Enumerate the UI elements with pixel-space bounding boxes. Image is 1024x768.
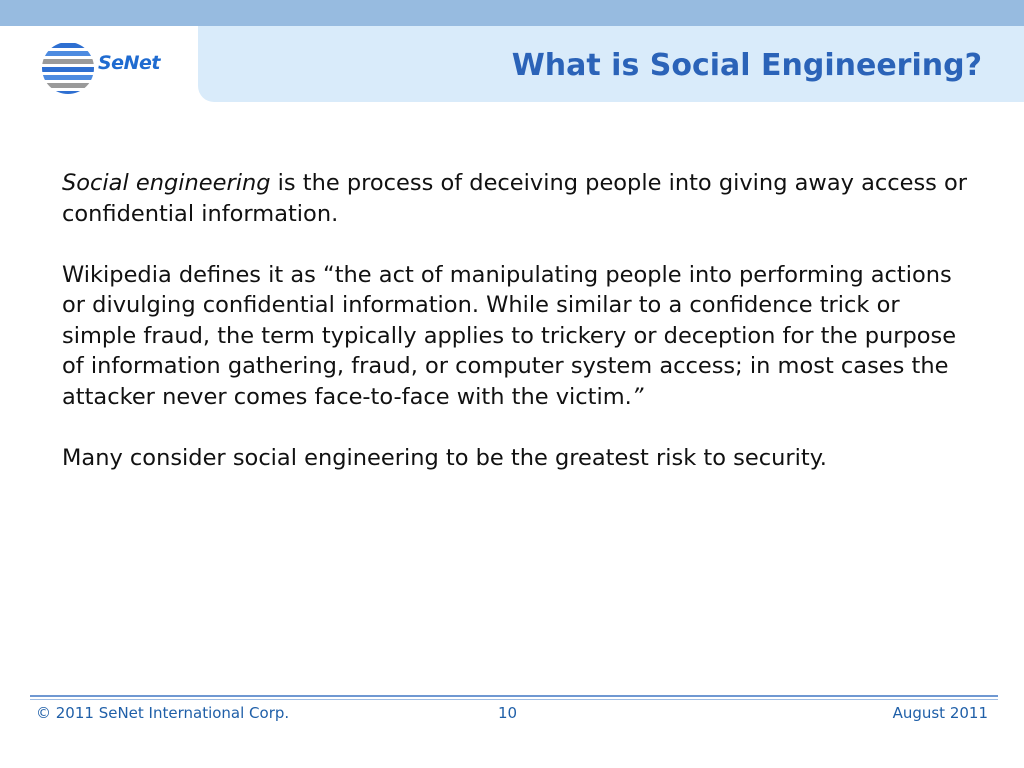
closing-quote-mark: ” (631, 383, 644, 410)
paragraph-wikipedia-quote (62, 260, 972, 413)
definition-text: is the process of deceiving people into giving away access or confidential information. (62, 170, 968, 227)
paragraph-risk-statement: Many consider social engineering to be the greatest risk to security. (62, 444, 827, 471)
top-strip (0, 0, 1024, 26)
footer-copyright: © 2011 SeNet International Corp. (36, 704, 290, 722)
footer-divider (30, 695, 998, 701)
wikipedia-quote-text: Wikipedia defines it as “the act of manipulating people into performing actions or divulging confidential information. While similar to a confidence trick or simple fraud, the term typically applies to trickery or deception for the purpose of information gathering, fraud, or computer system access; in most cases the attacker never comes face-to-face with the victim. (62, 261, 957, 410)
slide-content (62, 168, 972, 504)
logo-text: SeNet (98, 52, 160, 74)
senet-logo-icon (40, 40, 96, 96)
page-title: What is Social Engineering? (511, 48, 982, 83)
footer-date: August 2011 (892, 704, 988, 722)
senet-logo (40, 40, 180, 96)
social-engineering-term: Social engineering (62, 170, 271, 196)
paragraph-definition (62, 168, 972, 229)
footer-page-number: 10 (498, 704, 518, 722)
